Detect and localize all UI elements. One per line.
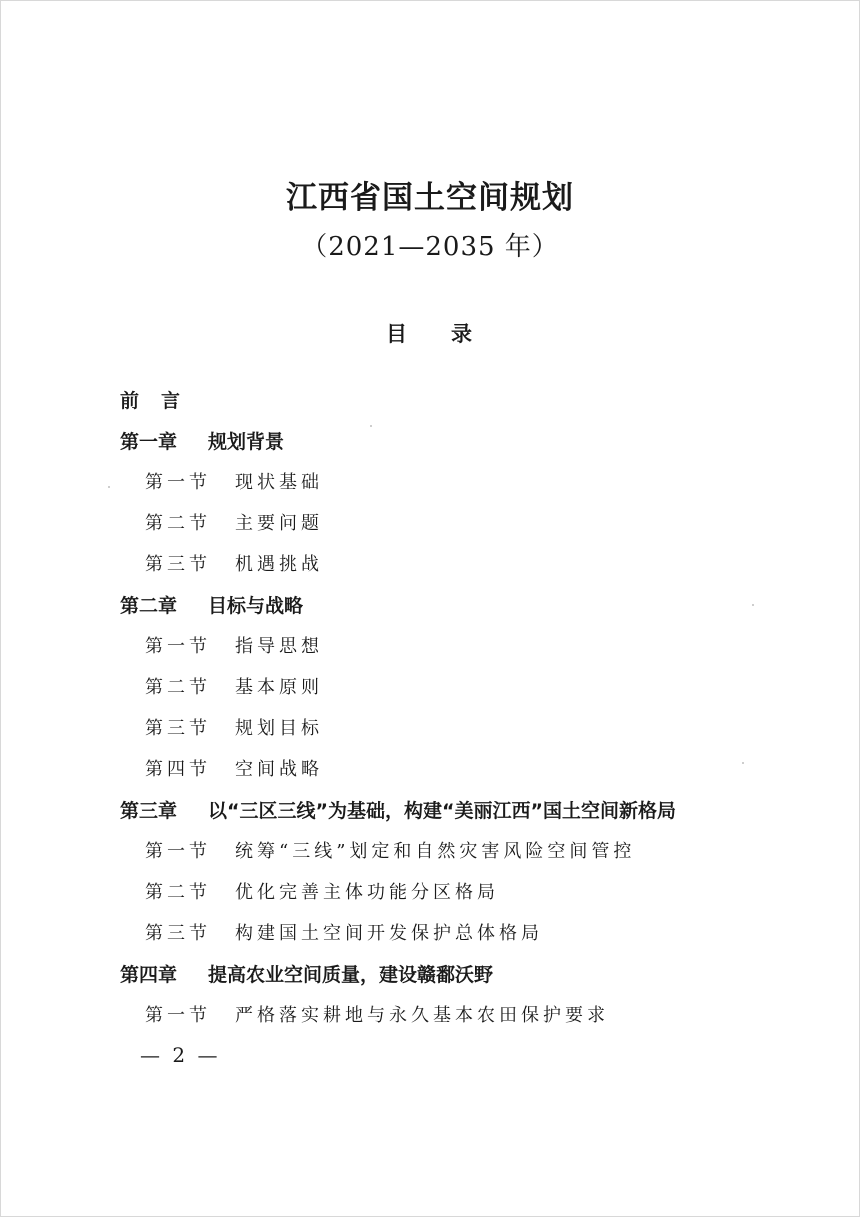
scan-speck bbox=[108, 486, 110, 488]
toc-entry-number: 第一节 bbox=[145, 1005, 211, 1026]
toc-entry-number: 第一节 bbox=[145, 472, 211, 493]
table-of-contents bbox=[120, 386, 840, 1042]
toc-entry-label: 提高农业空间质量，建设赣鄱沃野 bbox=[208, 964, 494, 986]
toc-entry-section bbox=[120, 714, 840, 755]
toc-entry-label: 以“三区三线”为基础，构建“美丽江西”国土空间新格局 bbox=[208, 800, 676, 822]
toc-entry-number: 第四节 bbox=[145, 759, 211, 780]
toc-entry-label: 严格落实耕地与永久基本农田保护要求 bbox=[235, 1005, 609, 1026]
toc-entry-section bbox=[120, 550, 840, 591]
toc-entry-label: 规划背景 bbox=[208, 431, 285, 453]
toc-entry-number: 第四章 bbox=[120, 964, 178, 986]
toc-entry-section bbox=[120, 878, 840, 919]
toc-entry-number: 第二节 bbox=[145, 882, 211, 903]
toc-entry-number: 第三节 bbox=[145, 923, 211, 944]
toc-entry-number: 第二节 bbox=[145, 677, 211, 698]
scan-speck bbox=[752, 604, 754, 606]
toc-entry-label: 机遇挑战 bbox=[235, 554, 323, 575]
toc-entry-chapter bbox=[120, 427, 840, 468]
toc-entry-label: 目标与战略 bbox=[208, 595, 304, 617]
toc-entry-number: 第二章 bbox=[120, 595, 178, 617]
page-number: — 2 — bbox=[140, 1043, 221, 1067]
toc-entry-label: 规划目标 bbox=[235, 718, 323, 739]
toc-entry-number: 第一章 bbox=[120, 431, 178, 453]
toc-entry-section bbox=[120, 755, 840, 796]
toc-entry-preface bbox=[120, 386, 840, 427]
toc-heading bbox=[0, 318, 860, 348]
document-subtitle: （2021—2035 年） bbox=[301, 232, 559, 262]
toc-entry-label: 优化完善主体功能分区格局 bbox=[235, 882, 499, 903]
toc-entry-chapter bbox=[120, 796, 840, 837]
toc-entry-number: 第一节 bbox=[145, 636, 211, 657]
scan-speck bbox=[742, 762, 744, 764]
toc-entry-number: 第三节 bbox=[145, 554, 211, 575]
toc-entry-chapter bbox=[120, 960, 840, 1001]
toc-heading-char-2: 录 bbox=[451, 322, 474, 346]
toc-entry-label: 基本原则 bbox=[235, 677, 323, 698]
toc-entry-chapter bbox=[120, 591, 840, 632]
scan-speck bbox=[370, 425, 372, 427]
toc-entry-section bbox=[120, 468, 840, 509]
toc-entry-section bbox=[120, 1001, 840, 1042]
document-title: 江西省国土空间规划 bbox=[286, 180, 574, 216]
toc-heading-char-1: 目 bbox=[386, 322, 409, 346]
toc-entry-label: 统筹“三线”划定和自然灾害风险空间管控 bbox=[235, 841, 636, 862]
toc-entry-number: 第一节 bbox=[145, 841, 211, 862]
toc-entry-label: 现状基础 bbox=[235, 472, 323, 493]
toc-entry-section bbox=[120, 919, 840, 960]
toc-entry-section bbox=[120, 632, 840, 673]
toc-entry-section bbox=[120, 837, 840, 878]
toc-entry-number: 第三章 bbox=[120, 800, 178, 822]
toc-entry-label: 主要问题 bbox=[235, 513, 323, 534]
toc-entry-section bbox=[120, 673, 840, 714]
toc-entry-section bbox=[120, 509, 840, 550]
toc-entry-number: 第二节 bbox=[145, 513, 211, 534]
toc-entry-label: 构建国土空间开发保护总体格局 bbox=[235, 923, 543, 944]
toc-entry-number: 第三节 bbox=[145, 718, 211, 739]
toc-entry-label: 空间战略 bbox=[235, 759, 323, 780]
toc-entry-label: 指导思想 bbox=[235, 636, 323, 657]
toc-entry-label: 前言 bbox=[120, 390, 203, 412]
